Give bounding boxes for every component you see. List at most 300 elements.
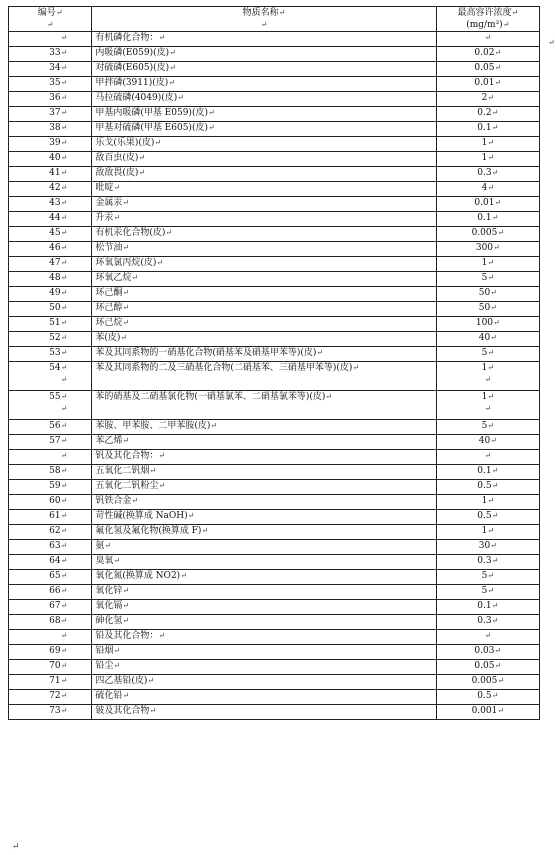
para-mark: ↵ — [494, 48, 502, 57]
row-number-cell — [9, 435, 92, 450]
substance-name-cell — [92, 645, 436, 660]
para-mark: ↵ — [491, 108, 499, 117]
max-concentration-cell — [436, 62, 539, 77]
max-concentration-value: 0.03 — [474, 646, 495, 656]
para-mark: ↵ — [484, 404, 492, 413]
row-number: 63 — [49, 541, 61, 551]
para-mark: ↵ — [490, 541, 497, 550]
max-concentration-value: 0.1 — [477, 213, 492, 223]
substance-name: 臭氧 — [95, 556, 114, 566]
para-mark: ↵ — [60, 404, 68, 413]
para-mark: ↵ — [156, 258, 164, 267]
substance-name-cell — [92, 302, 436, 317]
substance-name: 有机磷化合物： — [95, 33, 159, 43]
row-number-cell — [9, 465, 92, 480]
para-mark: ↵ — [60, 243, 68, 252]
max-concentration-cell — [436, 420, 539, 435]
max-concentration-value: 50 — [478, 288, 491, 298]
para-mark: ↵ — [122, 198, 130, 207]
substance-name: 苯(皮) — [95, 333, 121, 343]
para-mark: ↵ — [180, 571, 187, 580]
max-concentration-cell — [436, 465, 539, 480]
max-concentration-value: 1 — [481, 258, 488, 268]
row-number: 40 — [49, 153, 61, 163]
para-mark: ↵ — [60, 601, 68, 610]
max-concentration-cell — [436, 435, 539, 450]
para-mark: ↵ — [494, 661, 502, 670]
table-row — [9, 152, 540, 167]
substance-name-cell — [92, 690, 436, 705]
row-number: 59 — [49, 481, 61, 491]
substance-name-cell — [92, 92, 436, 107]
max-concentration-value: 5 — [481, 273, 488, 283]
para-mark: ↵ — [490, 303, 497, 312]
row-number: 44 — [49, 213, 61, 223]
substance-name-cell — [92, 32, 436, 47]
substance-name-cell — [92, 62, 436, 77]
table-row — [9, 32, 540, 47]
para-mark: ↵ — [60, 288, 68, 297]
para-mark: ↵ — [487, 153, 495, 162]
max-concentration-value: 0.2 — [477, 108, 492, 118]
para-mark: ↵ — [60, 213, 68, 222]
para-mark: ↵ — [60, 676, 68, 685]
row-number: 53 — [49, 348, 61, 358]
header-value-label: 最高容许浓度 — [457, 8, 512, 18]
table-row — [9, 480, 540, 495]
row-number-cell — [9, 197, 92, 212]
para-mark: ↵ — [207, 108, 215, 117]
row-number-cell — [9, 137, 92, 152]
max-concentration-value: 0.01 — [474, 198, 495, 208]
max-concentration-cell — [436, 450, 539, 465]
row-number-cell — [9, 585, 92, 600]
substance-name-cell — [92, 47, 436, 62]
max-concentration-value: 1 — [481, 363, 488, 373]
max-concentration-cell — [436, 122, 539, 137]
para-mark: ↵ — [187, 511, 195, 520]
max-concentration-value: 0.5 — [477, 511, 492, 521]
para-mark: ↵ — [154, 138, 162, 147]
substance-name: 铍及其化合物 — [95, 706, 150, 716]
row-number-cell — [9, 690, 92, 705]
max-concentration-cell — [436, 32, 539, 47]
max-concentration-value: 50 — [478, 303, 491, 313]
row-number-cell — [9, 660, 92, 675]
substance-name: 砷化氢 — [95, 616, 123, 626]
trailing-paragraph-mark: ↵ — [12, 842, 20, 852]
row-number: 43 — [49, 198, 61, 208]
substance-name: 铅尘 — [95, 661, 114, 671]
para-mark: ↵ — [46, 20, 54, 29]
para-mark: ↵ — [493, 243, 500, 252]
substance-name-cell — [92, 107, 436, 122]
para-mark: ↵ — [491, 481, 499, 490]
table-row — [9, 62, 540, 77]
para-mark: ↵ — [60, 33, 68, 42]
table-row — [9, 391, 540, 420]
para-mark: ↵ — [149, 466, 157, 475]
para-mark: ↵ — [487, 421, 495, 430]
para-mark: ↵ — [502, 20, 510, 29]
para-mark: ↵ — [60, 138, 68, 147]
row-number: 62 — [49, 526, 61, 536]
row-number-cell — [9, 77, 92, 92]
document-page — [8, 6, 540, 720]
row-number: 71 — [49, 676, 61, 686]
para-mark: ↵ — [490, 333, 497, 342]
para-mark: ↵ — [60, 481, 68, 490]
table-row — [9, 332, 540, 347]
substance-name: 金属汞 — [95, 198, 123, 208]
substance-name: 氟化氢及氟化物(换算成 F) — [95, 526, 202, 536]
row-number: 50 — [49, 303, 61, 313]
table-row — [9, 570, 540, 585]
table-row — [9, 77, 540, 92]
table-row — [9, 122, 540, 137]
max-concentration-value: 5 — [481, 348, 488, 358]
substance-name-cell — [92, 122, 436, 137]
max-concentration-value: 0.05 — [474, 661, 495, 671]
para-mark: ↵ — [60, 63, 68, 72]
substance-name: 甲基对硫磷(甲基 E605)(皮) — [95, 123, 208, 133]
para-mark: ↵ — [484, 631, 492, 640]
para-mark: ↵ — [60, 48, 68, 57]
table-row — [9, 47, 540, 62]
substance-name: 甲基内吸磷(甲基 E059)(皮) — [95, 108, 208, 118]
para-mark: ↵ — [60, 571, 68, 580]
substance-name: 五氧化二钒烟 — [95, 466, 150, 476]
para-mark: ↵ — [60, 273, 68, 282]
max-concentration-cell — [436, 167, 539, 182]
table-row — [9, 107, 540, 122]
substance-name: 对硫磷(E605)(皮) — [95, 63, 170, 73]
substance-name-cell — [92, 495, 436, 510]
row-number-cell — [9, 675, 92, 690]
para-mark: ↵ — [113, 661, 121, 670]
substance-name: 钒及其化合物： — [95, 451, 159, 461]
substance-name: 乐戈(乐果)(皮) — [95, 138, 155, 148]
row-number-cell — [9, 302, 92, 317]
substance-name-cell — [92, 450, 436, 465]
row-number: 51 — [49, 318, 61, 328]
para-mark: ↵ — [210, 421, 218, 430]
para-mark: ↵ — [487, 273, 495, 282]
table-row — [9, 272, 540, 287]
max-concentration-cell — [436, 47, 539, 62]
substance-name-cell — [92, 391, 436, 420]
substance-name: 环己酮 — [95, 288, 123, 298]
table-row — [9, 257, 540, 272]
para-mark: ↵ — [60, 363, 68, 372]
row-number-cell — [9, 630, 92, 645]
max-concentration-cell — [436, 77, 539, 92]
max-concentration-cell — [436, 585, 539, 600]
substance-name: 苯的硝基及二硝基氯化物(一硝基氯苯、二硝基氯苯等)(皮) — [95, 392, 326, 402]
max-concentration-value: 5 — [481, 421, 488, 431]
para-mark: ↵ — [487, 93, 495, 102]
max-concentration-value: 0.001 — [471, 706, 498, 716]
para-mark: ↵ — [60, 616, 68, 625]
substance-name: 硫化铅 — [95, 691, 123, 701]
table-row — [9, 212, 540, 227]
table-row — [9, 435, 540, 450]
row-number: 55 — [49, 392, 61, 402]
max-concentration-value: 40 — [478, 436, 491, 446]
substance-name-cell — [92, 540, 436, 555]
max-concentration-cell — [436, 391, 539, 420]
substance-name-cell — [92, 570, 436, 585]
max-concentration-cell — [436, 137, 539, 152]
para-mark: ↵ — [60, 646, 68, 655]
row-number: 35 — [49, 78, 61, 88]
max-concentration-cell — [436, 332, 539, 347]
max-concentration-cell — [436, 347, 539, 362]
max-concentration-cell — [436, 630, 539, 645]
row-number-cell — [9, 332, 92, 347]
para-mark: ↵ — [484, 451, 492, 460]
row-number: 34 — [49, 63, 61, 73]
substance-name-cell — [92, 465, 436, 480]
row-number: 47 — [49, 258, 61, 268]
table-row — [9, 92, 540, 107]
row-number: 70 — [49, 661, 61, 671]
para-mark: ↵ — [169, 48, 176, 57]
row-number: 56 — [49, 421, 61, 431]
row-number-cell — [9, 450, 92, 465]
para-mark: ↵ — [168, 78, 175, 87]
para-mark: ↵ — [278, 8, 286, 17]
max-concentration-value: 1 — [481, 138, 488, 148]
row-number: 45 — [49, 228, 61, 238]
substance-name: 内吸磷(E059)(皮) — [95, 48, 170, 58]
para-mark: ↵ — [497, 676, 505, 685]
max-concentration-value: 1 — [481, 153, 488, 163]
row-number: 61 — [49, 511, 61, 521]
max-concentration-value: 0.1 — [477, 601, 492, 611]
max-concentration-cell — [436, 152, 539, 167]
row-number-cell — [9, 167, 92, 182]
substance-name: 四乙基铅(皮) — [95, 676, 148, 686]
para-mark: ↵ — [487, 586, 495, 595]
table-row — [9, 675, 540, 690]
para-mark: ↵ — [122, 318, 130, 327]
substance-name-cell — [92, 525, 436, 540]
max-concentration-cell — [436, 675, 539, 690]
row-number-cell — [9, 525, 92, 540]
para-mark: ↵ — [113, 183, 121, 192]
row-number: 58 — [49, 466, 61, 476]
para-mark: ↵ — [60, 375, 68, 384]
table-row — [9, 302, 540, 317]
max-concentration-value: 1 — [481, 526, 488, 536]
substance-name: 苯乙烯 — [95, 436, 123, 446]
row-number-cell — [9, 391, 92, 420]
max-concentration-cell — [436, 92, 539, 107]
para-mark: ↵ — [60, 183, 68, 192]
max-concentration-cell — [436, 197, 539, 212]
para-mark: ↵ — [494, 63, 502, 72]
row-number-cell — [9, 495, 92, 510]
para-mark: ↵ — [487, 363, 495, 372]
para-mark: ↵ — [60, 421, 68, 430]
para-mark: ↵ — [484, 33, 492, 42]
row-number-cell — [9, 347, 92, 362]
row-number-cell — [9, 510, 92, 525]
substance-name: 吡啶 — [95, 183, 114, 193]
row-number: 66 — [49, 586, 61, 596]
table-row — [9, 645, 540, 660]
row-number: 37 — [49, 108, 61, 118]
substance-name: 铅及其化合物： — [95, 631, 159, 641]
substance-name: 敌敌畏(皮) — [95, 168, 139, 178]
max-concentration-value: 2 — [481, 93, 488, 103]
max-concentration-cell — [436, 555, 539, 570]
header-name-label: 物质名称 — [242, 8, 279, 18]
header-max-concentration — [436, 7, 539, 32]
substance-name-cell — [92, 257, 436, 272]
para-mark: ↵ — [60, 706, 68, 715]
max-concentration-value: 100 — [475, 318, 494, 328]
substance-name-cell — [92, 77, 436, 92]
row-number-cell — [9, 615, 92, 630]
para-mark: ↵ — [491, 691, 499, 700]
para-mark: ↵ — [60, 333, 68, 342]
row-number-cell — [9, 242, 92, 257]
para-mark: ↵ — [138, 153, 146, 162]
para-mark: ↵ — [487, 258, 495, 267]
row-number: 38 — [49, 123, 61, 133]
table-row — [9, 600, 540, 615]
table-row — [9, 705, 540, 720]
substance-name-cell — [92, 272, 436, 287]
max-concentration-value: 4 — [481, 183, 488, 193]
max-concentration-cell — [436, 525, 539, 540]
substance-name: 环己醇 — [95, 303, 123, 313]
substance-name-cell — [92, 705, 436, 720]
max-concentration-cell — [436, 660, 539, 675]
substance-name: 敌百虫(皮) — [95, 153, 139, 163]
substance-name-cell — [92, 362, 436, 391]
substance-name: 升汞 — [95, 213, 114, 223]
row-number-cell — [9, 705, 92, 720]
table-row — [9, 615, 540, 630]
substance-name-cell — [92, 347, 436, 362]
para-mark: ↵ — [60, 93, 68, 102]
max-concentration-value: 0.01 — [474, 78, 495, 88]
para-mark: ↵ — [60, 198, 68, 207]
substance-name: 甲拌磷(3911)(皮) — [95, 78, 169, 88]
para-mark: ↵ — [316, 348, 324, 357]
max-concentration-cell — [436, 242, 539, 257]
row-number-cell — [9, 182, 92, 197]
row-number-cell — [9, 227, 92, 242]
para-mark: ↵ — [490, 436, 497, 445]
row-number-cell — [9, 555, 92, 570]
header-unit-label: (mg/m³) — [466, 20, 503, 30]
row-number-cell — [9, 645, 92, 660]
table-row — [9, 630, 540, 645]
table-row — [9, 525, 540, 540]
para-mark: ↵ — [484, 375, 492, 384]
substance-name-cell — [92, 332, 436, 347]
max-concentration-value: 300 — [475, 243, 494, 253]
substance-name-cell — [92, 317, 436, 332]
substance-name-cell — [92, 287, 436, 302]
para-mark: ↵ — [122, 303, 130, 312]
para-mark: ↵ — [487, 183, 495, 192]
max-concentration-value: 0.005 — [471, 228, 498, 238]
para-mark: ↵ — [60, 436, 68, 445]
max-concentration-value: 0.3 — [477, 168, 492, 178]
substance-name-cell — [92, 420, 436, 435]
max-concentration-cell — [436, 570, 539, 585]
para-mark: ↵ — [158, 481, 166, 490]
substance-name-cell — [92, 137, 436, 152]
table-row — [9, 317, 540, 332]
table-row — [9, 347, 540, 362]
para-mark: ↵ — [55, 8, 63, 17]
substance-name-cell — [92, 152, 436, 167]
para-mark: ↵ — [60, 108, 68, 117]
table-row — [9, 362, 540, 391]
max-concentration-cell — [436, 272, 539, 287]
para-mark: ↵ — [60, 451, 68, 460]
para-mark: ↵ — [497, 228, 505, 237]
max-concentration-value: 0.5 — [477, 481, 492, 491]
max-concentration-value: 0.1 — [477, 123, 492, 133]
para-mark: ↵ — [158, 33, 166, 42]
table-row — [9, 227, 540, 242]
row-number-cell — [9, 540, 92, 555]
para-mark: ↵ — [494, 198, 502, 207]
row-number-cell — [9, 107, 92, 122]
row-number-cell — [9, 257, 92, 272]
row-number: 52 — [49, 333, 61, 343]
substance-name-cell — [92, 435, 436, 450]
row-number-cell — [9, 272, 92, 287]
substance-name-cell — [92, 227, 436, 242]
table-row — [9, 287, 540, 302]
table-row — [9, 420, 540, 435]
table-header-row — [9, 7, 540, 32]
para-mark: ↵ — [60, 258, 68, 267]
max-concentration-cell — [436, 227, 539, 242]
substance-name: 马拉硫磷(4049)(皮) — [95, 93, 178, 103]
para-mark: ↵ — [120, 333, 128, 342]
max-concentration-value: 5 — [481, 571, 488, 581]
para-mark: ↵ — [60, 123, 68, 132]
row-number: 46 — [49, 243, 61, 253]
max-concentration-cell — [436, 257, 539, 272]
table-body — [9, 32, 540, 720]
row-number: 64 — [49, 556, 61, 566]
max-concentration-value: 0.3 — [477, 616, 492, 626]
max-concentration-cell — [436, 480, 539, 495]
para-mark: ↵ — [177, 93, 184, 102]
max-concentration-cell — [436, 510, 539, 525]
max-concentration-value: 0.5 — [477, 691, 492, 701]
max-concentration-cell — [436, 302, 539, 317]
row-number-cell — [9, 212, 92, 227]
max-concentration-cell — [436, 705, 539, 720]
para-mark: ↵ — [490, 288, 497, 297]
para-mark: ↵ — [60, 348, 68, 357]
para-mark: ↵ — [122, 436, 130, 445]
substance-name-cell — [92, 510, 436, 525]
row-number: 67 — [49, 601, 61, 611]
table-row — [9, 167, 540, 182]
